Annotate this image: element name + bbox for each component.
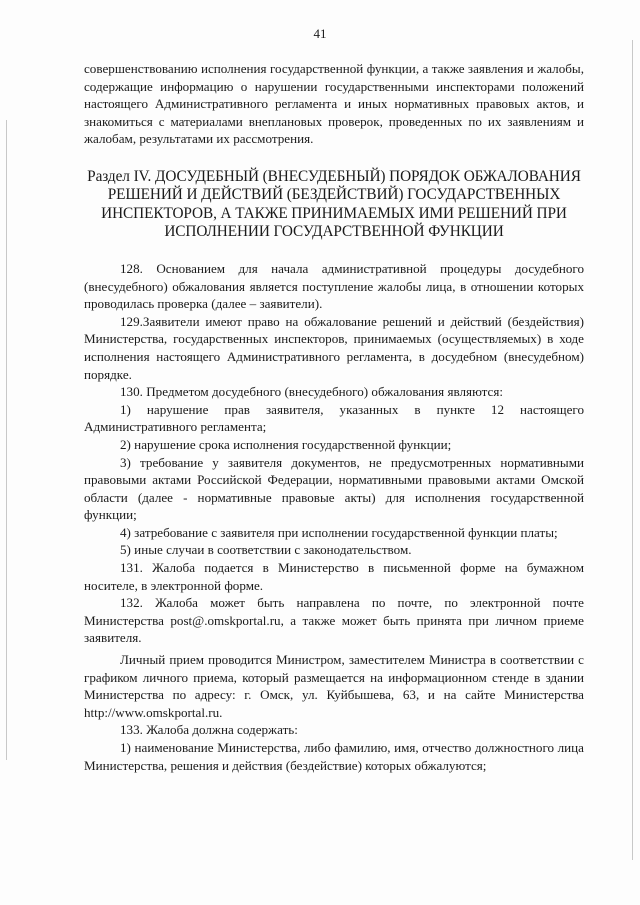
clause-132: 132. Жалоба может быть направлена по почте, по электронной почте Министерства post@.omskportal.ru, а также может быть принята при личном приеме заявителя.: [84, 595, 584, 646]
clause-133: 133. Жалоба должна содержать:: [120, 722, 298, 738]
clause-133-item-1: 1) наименование Министерства, либо фамилию, имя, отчество должностного лица Министерства, решения и действия (бездействие) которых обжалуются;: [84, 740, 584, 773]
clause-130-item-3: 3) требование у заявителя документов, не предусмотренных нормативными правовыми актами Российской Федерации, нормативными правовыми актами Омской области (далее - нормативные правовые акты) для исполнения государственной функции;: [84, 454, 584, 523]
section-heading-line: РЕШЕНИЙ И ДЕЙСТВИЙ (БЕЗДЕЙСТВИЙ) ГОСУДАРСТВЕННЫХ: [107, 186, 561, 204]
clause-130-item-5: 5) иные случаи в соответствии с законодательством.: [120, 542, 412, 558]
section-heading: [84, 168, 584, 242]
clause-130-item-4: 4) затребование с заявителя при исполнении государственной функции платы;: [120, 524, 558, 540]
document-body: [84, 60, 584, 774]
clause-128: 128. Основанием для начала административной процедуры досудебного (внесудебного) обжалования является поступление жалобы лица, в отношении которых проводилась проверка (далее – заявители).: [84, 260, 584, 312]
clause-130: 130. Предметом досудебного (внесудебного) обжалования являются:: [120, 384, 504, 400]
page-edge-left: [6, 120, 7, 760]
personal-reception-paragraph: Личный прием проводится Министром, заместителем Министра в соответствии с графиком личного приема, который размещается на информационном стенде в здании Министерства по адресу: г. Омск, ул. Куйбышева, 63, и на сайте Министерства http://www.omskportal.ru.: [84, 652, 584, 720]
page-edge-right: [632, 40, 633, 860]
section-heading-line: Раздел IV. ДОСУДЕБНЫЙ (ВНЕСУДЕБНЫЙ) ПОРЯДОК ОБЖАЛОВАНИЯ: [87, 167, 581, 185]
clause-130-item-1: 1) нарушение прав заявителя, указанных в пункте 12 настоящего Административного регламента;: [84, 401, 584, 435]
page-number: 41: [313, 26, 327, 41]
clause-129: 129.Заявители имеют право на обжалование решений и действий (бездействия) Министерства, государственных инспекторов, принимаемых (осуществляемых) в ходе исполнения настоящего Административного регламента, в досудебном (внесудебном) порядке.: [84, 313, 584, 382]
paragraph-continuation: совершенствованию исполнения государственной функции, а также заявления и жалобы, содержащие информацию о нарушении государственными инспекторами положений настоящего Административного регламента и иных нормативных правовых актов, и знакомиться с материалами внеплановых проверок, проведенных по их заявлениям и жалобам, результатами их рассмотрения.: [84, 61, 584, 147]
section-heading-line: ИСПОЛНЕНИИ ГОСУДАРСТВЕННОЙ ФУНКЦИИ: [164, 223, 504, 241]
section-heading-line: ИНСПЕКТОРОВ, А ТАКЖЕ ПРИНИМАЕМЫХ ИМИ РЕШЕНИЙ ПРИ: [101, 204, 567, 222]
clause-130-item-2: 2) нарушение срока исполнения государственной функции;: [120, 436, 452, 452]
clause-131: 131. Жалоба подается в Министерство в письменной форме на бумажном носителе, в электронной форме.: [84, 560, 584, 593]
